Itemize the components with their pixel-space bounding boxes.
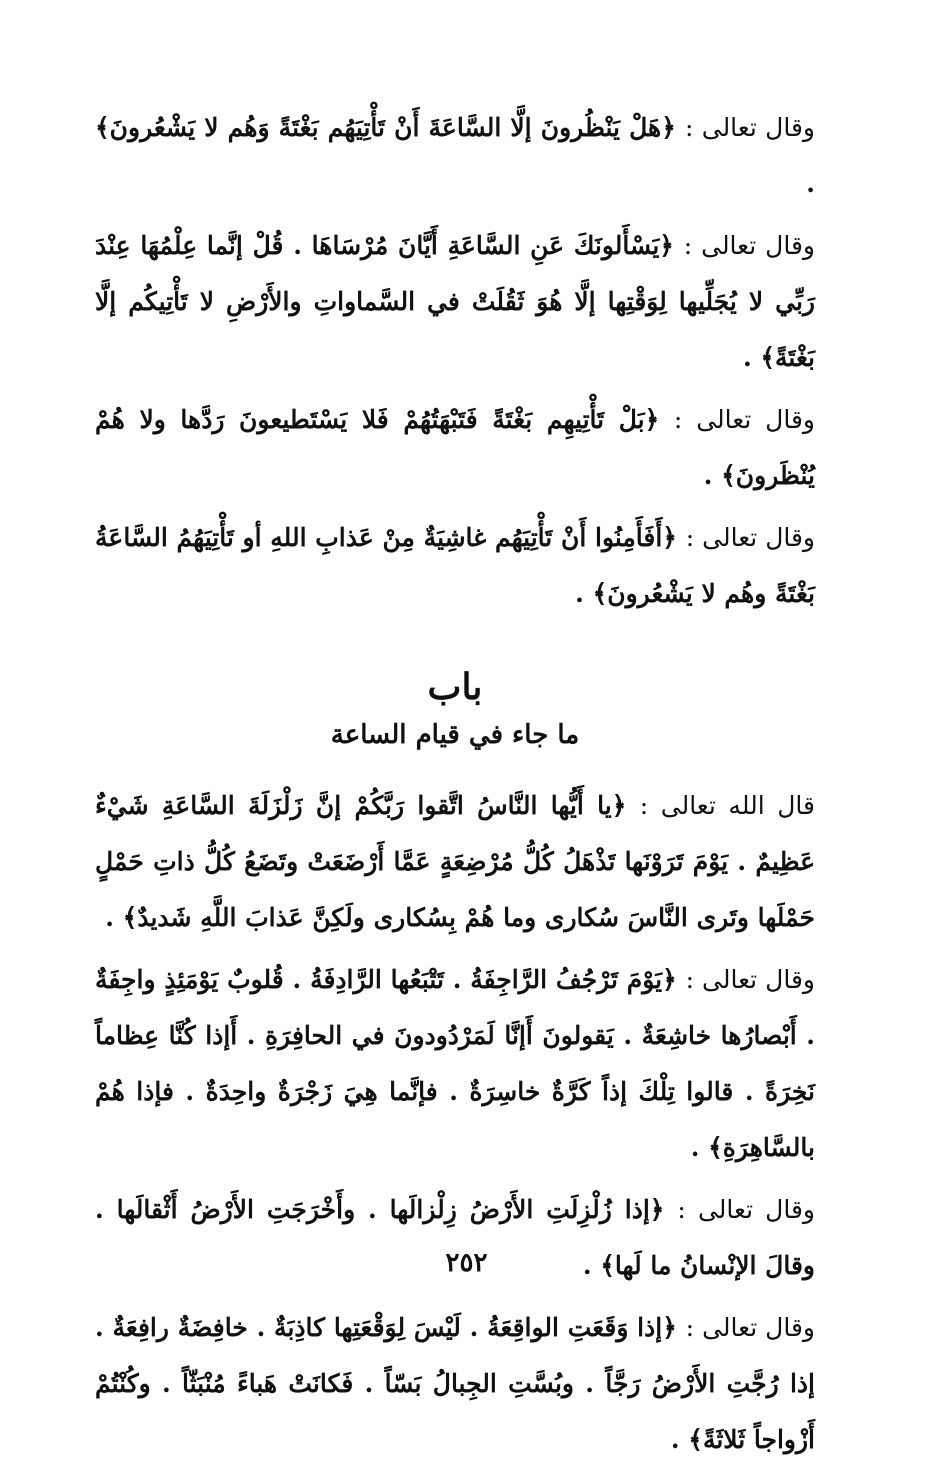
verse-intro: وقال تعالى : — [683, 231, 815, 260]
verse-paragraph — [95, 1300, 815, 1468]
section-heading — [95, 662, 815, 758]
verse-intro: وقال تعالى : — [685, 1313, 815, 1342]
verse-text: ﴿هَلْ يَنْظُرونَ إلَّا السَّاعَةَ أَنْ تَأْتِيَهُم بَغْتَةً وَهُم لا يَشْعُرونَ﴾ . — [95, 113, 815, 198]
verse-paragraph — [95, 952, 815, 1176]
verse-paragraph — [95, 510, 815, 622]
verse-intro: وقال تعالى : — [685, 523, 815, 552]
page-number: ٢٥٢ — [445, 1248, 488, 1278]
verse-text: ﴿يا أَيُّها النَّاسُ اتَّقوا رَبَّكُمْ إنَّ زَلْزَلَةَ السَّاعَةِ شَيْءٌ عَظِيمٌ . يَوْمَ تَرَوْنَها تَذْهَلُ كُلُّ مُرْضِعَةٍ عَمَّا أَرْضَعَتْ وتَضَعُ كُلُّ ذاتِ حَمْلٍ حَمْلَها وتَرى النَّاسَ سُكارى وما هُمْ بِسُكارى ولَكِنَّ عَذابَ اللَّهِ شَديدٌ﴾ . — [95, 791, 815, 932]
verse-text: ﴿إذا وَقَعَتِ الواقِعَةُ . لَيْسَ لِوَقْعَتِها كاذِبَةٌ . خافِضَةٌ رافِعَةٌ . إذا رُجَّتِ الأَرْضُ رَجَّاً . وبُسَّتِ الجِبالُ بَسّاً . فَكانَتْ هَباءً مُنْبَثّاً . وكُنْتُمْ أَزْواجاً ثَلاثَةً﴾ . — [95, 1313, 815, 1454]
verse-text: ﴿إذا زُلْزِلَتِ الأَرْضُ زِلْزالَها . وأَخْرَجَتِ الأَرْضُ أَثْقالَها . وقالَ الإنْسانُ ما لَها﴾ . — [95, 1195, 815, 1280]
chapter-subtitle: ما جاء في قيام الساعة — [330, 720, 580, 750]
verse-intro: قال الله تعالى : — [639, 791, 815, 820]
verse-paragraph — [95, 392, 815, 504]
verse-intro: وقال تعالى : — [684, 113, 815, 142]
verse-intro: وقال تعالى : — [677, 1195, 815, 1224]
verse-paragraph — [95, 100, 815, 212]
verse-intro: وقال تعالى : — [673, 405, 815, 434]
verse-paragraph — [95, 778, 815, 946]
verse-text: ﴿يَسْأَلونَكَ عَنِ السَّاعَةِ أَيَّانَ مُرْسَاهَا . قُلْ إنَّما عِلْمُهَا عِنْدَ رَبِّي لا يُجَلِّيها لِوَقْتِها إلَّا هُوَ ثَقُلَتْ في السَّماواتِ والأَرْضِ لا تَأْتِيكُم إلَّا بَغْتَةً﴾ . — [95, 231, 815, 372]
verse-paragraph — [95, 218, 815, 386]
verse-text: ﴿أَفَأَمِنُوا أَنْ تَأْتِيَهُم غاشِيَةٌ مِنْ عَذابِ اللهِ أو تَأْتِيَهُمُ السَّاعَةُ بَغْتَةً وهُم لا يَشْعُرونَ﴾ . — [95, 523, 815, 608]
verse-text: ﴿بَلْ تَأْتِيهِم بَغْتَةً فَتَبْهَتُهُمْ فَلا يَسْتَطيعونَ رَدَّها ولا هُمْ يُنْظَرونَ﴾ . — [95, 405, 815, 490]
verse-intro: وقال تعالى : — [685, 965, 815, 994]
chapter-title: باب — [427, 666, 483, 708]
verse-text: ﴿يَوْمَ تَرْجُفُ الرَّاجِفَةُ . تَتْبَعُها الرَّادِفَةُ . قُلوبٌ يَوْمَئِذٍ واجِفَةٌ . أَبْصارُها خاشِعَةٌ . يَقولونَ أَإنَّا لَمَرْدُودونَ في الحافِرَةِ . أَإذا كُنَّا عِظاماً نَخِرَةً . قالوا تِلْكَ إذاً كَرَّةٌ خاسِرَةٌ . فإنَّما هِيَ زَجْرَةٌ واحِدَةٌ . فإذا هُمْ بالسَّاهِرَةِ﴾ . — [95, 965, 815, 1162]
